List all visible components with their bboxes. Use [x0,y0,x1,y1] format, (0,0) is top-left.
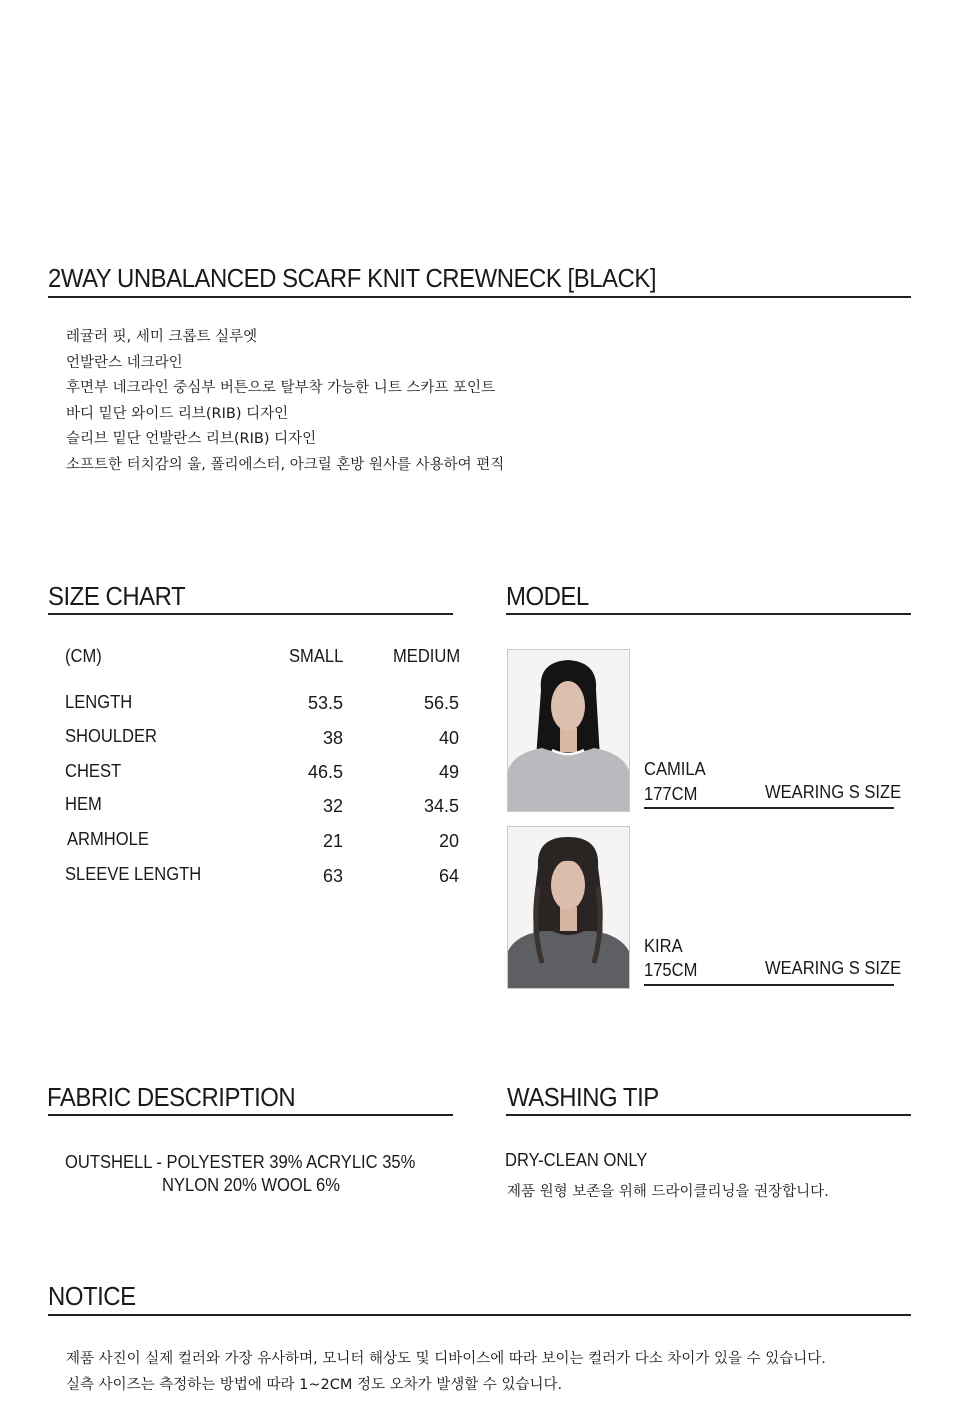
cell-small: 46.5 [307,762,343,782]
row-label: SLEEVE LENGTH [65,864,202,884]
notice-line-1: 제품 사진이 실제 컬러와 가장 유사하며, 모니터 해상도 및 디바이스에 따라 보이는 컬러가 다소 차이가 있을 수 있습니다. [66,1351,826,1367]
feature-item: 바디 밑단 와이드 리브(RIB) 디자인 [66,405,289,422]
row-label: SHOULDER [65,726,158,746]
model-height: 175CM [644,960,698,980]
model-wearing-size: WEARING S SIZE [765,958,902,978]
feature-list [66,325,504,478]
column-header-small: SMALL [289,646,344,666]
model-name: CAMILA [644,759,706,779]
feature-item: 후면부 네크라인 중심부 버튼으로 탈부착 가능한 니트 스카프 포인트 [66,380,496,396]
title-divider [48,296,911,298]
model-photo-camila [507,649,630,812]
cell-small: 38 [322,728,343,748]
notice-heading: NOTICE [48,1281,136,1311]
cell-small: 63 [322,866,343,886]
model-wearing-size: WEARING S SIZE [765,782,902,802]
model-photo-kira [507,826,630,989]
washing-line-1: DRY-CLEAN ONLY [505,1150,648,1170]
notice-divider [48,1314,911,1316]
washing-heading: WASHING TIP [507,1082,659,1112]
model-divider-camila [644,807,894,809]
fabric-line-2: NYLON 20% WOOL 6% [162,1175,340,1195]
model-heading: MODEL [506,581,589,611]
unit-label: (CM) [65,646,102,666]
fabric-divider [48,1114,453,1116]
model-height: 177CM [644,784,698,804]
feature-item: 슬리브 밑단 언발란스 리브(RIB) 디자인 [66,431,317,447]
row-label: LENGTH [65,692,133,712]
cell-medium: 64 [438,866,459,886]
column-header-medium: MEDIUM [393,646,461,666]
cell-medium: 34.5 [423,796,459,816]
cell-small: 53.5 [307,693,343,713]
cell-medium: 40 [438,728,459,748]
notice-line-2: 실측 사이즈는 측정하는 방법에 따라 1~2CM 정도 오차가 발생할 수 있습니다. [66,1377,563,1393]
cell-small: 21 [322,831,343,851]
model-name: KIRA [644,936,683,956]
model-divider-kira [644,984,894,986]
washing-line-2: 제품 원형 보존을 위해 드라이클리닝을 권장합니다. [507,1184,829,1200]
washing-divider [506,1114,911,1116]
size-chart-heading: SIZE CHART [48,581,186,611]
size-chart-divider [48,613,453,615]
feature-item: 소프트한 터치감의 울, 폴리에스터, 아크릴 혼방 원사를 사용하여 편직 [66,456,505,473]
feature-item: 레귤러 핏, 세미 크롭트 실루엣 [66,329,258,345]
feature-item: 언발란스 네크라인 [66,354,183,371]
cell-medium: 20 [438,831,459,851]
cell-medium: 49 [438,762,459,782]
row-label: HEM [65,794,102,814]
product-title: 2WAY UNBALANCED SCARF KNIT CREWNECK [BLACK] [48,263,657,293]
cell-small: 32 [322,796,343,816]
fabric-heading: FABRIC DESCRIPTION [47,1082,296,1112]
model-divider [506,613,911,615]
row-label: CHEST [65,761,122,781]
row-label: ARMHOLE [67,829,149,849]
cell-medium: 56.5 [423,693,459,713]
fabric-line-1: OUTSHELL - POLYESTER 39% ACRYLIC 35% [65,1152,416,1172]
